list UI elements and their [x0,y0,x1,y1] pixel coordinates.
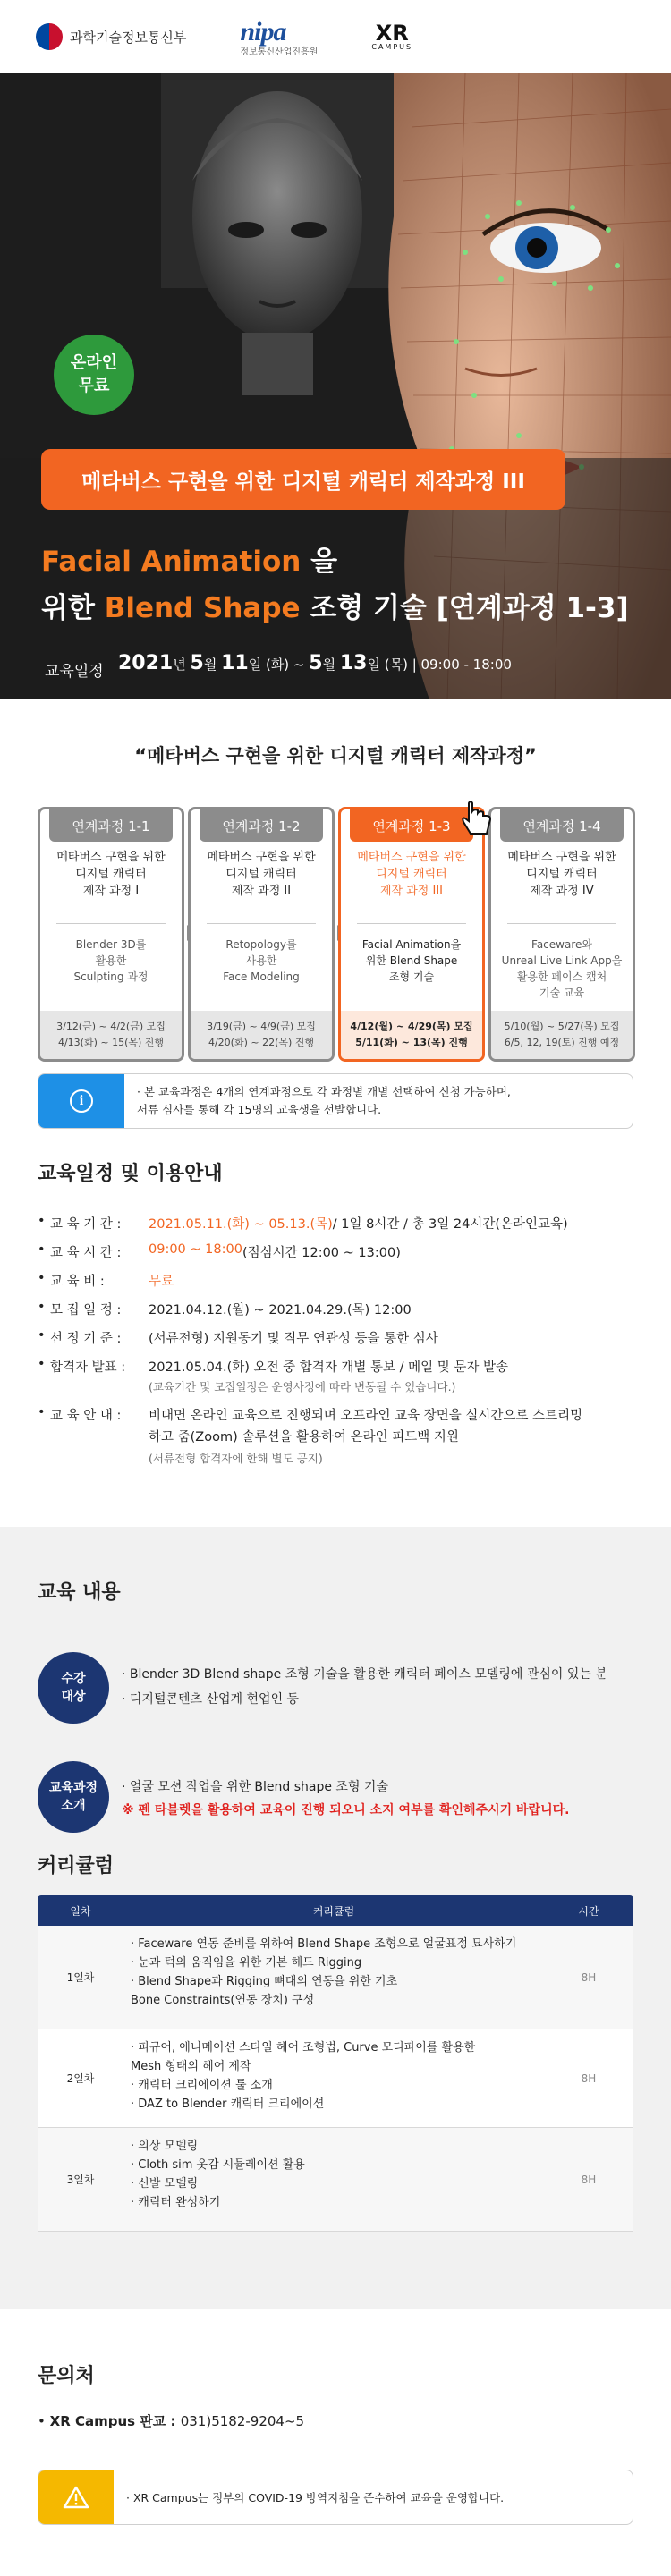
card-tag: 연계과정 1-1 [49,809,173,842]
date-month2: 5 [309,652,323,674]
card-divider [56,923,166,924]
announce-note: (교육기간 및 모집일정은 운영사정에 따라 변동될 수 있습니다.) [149,1380,456,1394]
warning-icon-box [38,2470,114,2524]
row-item: · Cloth sim 옷감 시뮬레이션 활용 [131,2158,305,2172]
info-row-guide-cont [149,1427,459,1445]
curriculum-table [38,1895,633,2232]
card-desc: Faceware와 Unreal Live Link App을 활용한 페이스 캡처 기술 교육 [501,938,623,999]
date-day2: 13 [339,652,368,674]
header-body: 커리큘럼 [312,1904,355,1918]
schedule-title: 교육일정 및 이용안내 [38,1163,223,1185]
bullet-icon: • [38,1357,46,1371]
row-item: · 눈과 턱의 움직임을 위한 기본 헤드 Rigging [131,1956,362,1970]
bullet-icon: • [38,1405,46,1419]
intro-item: · 얼굴 모션 작업을 위한 Blend shape 조형 기술 [122,1780,388,1794]
info-value: 하고 줌(Zoom) 솔루션을 활용하여 온라인 피드백 지원 [149,1430,459,1445]
xr-logo-mark: XR [375,20,409,46]
header-day: 일차 [70,1904,91,1918]
date-year: 2021 [118,652,174,674]
info-row-fee [38,1271,174,1290]
info-row-time [38,1242,401,1261]
hero-banner [0,73,671,699]
target-label-line2: 대상 [61,1690,86,1704]
row-time: 8H [581,1970,597,1984]
curriculum-rows [38,1926,633,2232]
contact-phone[interactable]: 031)5182-9204~5 [180,2413,305,2429]
target-label-circle [38,1652,109,1724]
row-item: · 피규어, 애니메이션 스타일 헤어 조형법, Curve 모디파이를 활용한 Mesh 형태의 헤어 제작 [131,2041,476,2073]
info-row-criteria [38,1328,438,1347]
course-track-section [0,699,671,1140]
hero-title-highlight2: Blend Shape [104,592,301,624]
table-row [38,2029,633,2128]
track-card-3[interactable] [338,807,485,1062]
card-tag: 연계과정 1-3 [350,809,473,842]
course-title-pill: 메타버스 구현을 위한 디지털 캐릭터 제작과정 III [41,449,565,510]
gov-logo [36,23,186,50]
card-divider [357,923,466,924]
notice-text [124,1083,511,1119]
notice-icon-box [38,1074,124,1128]
contact-label: XR Campus 판교 : [49,2413,181,2429]
row-item: · 신발 모델링 [131,2177,199,2190]
card-divider [207,923,316,924]
target-label-line1: 수강 [61,1672,86,1686]
info-label: 교 육 안 내 : [50,1409,122,1423]
track-heading: “메타버스 구현을 위한 디지털 캐릭터 제작과정” [134,745,537,767]
date-label: 교육일정 [45,663,104,681]
track-card-4[interactable] [488,807,635,1062]
row-item: · Faceware 연동 준비를 위하여 Blend Shape 조형으로 얼굴표정 묘사하기 [131,1937,517,1951]
nipa-logo [240,17,318,57]
row-body [123,2029,544,2127]
bullet-icon: • [38,2413,50,2429]
date-unit-year: 년 [173,657,191,673]
track-card-2[interactable] [188,807,335,1062]
info-value: 비대면 온라인 교육으로 진행되며 오프라인 교육 장면을 실시간으로 스트리밍 [149,1409,583,1423]
info-row-announce [38,1357,508,1376]
curriculum-title: 커리큘럼 [38,1855,115,1877]
card-date: 4/12(월) ~ 4/29(목) 모집 5/11(화) ~ 13(목) 진행 [341,1011,482,1059]
info-value: / 1일 8시간 / 총 3일 24시간(온라인교육) [332,1217,568,1232]
card-tag: 연계과정 1-2 [200,809,323,842]
intro-label-circle [38,1761,109,1833]
notice-line1: · 본 교육과정은 4개의 연계과정으로 각 과정별 개별 선택하여 신청 가능하며, [137,1085,511,1098]
notice-line2: 서류 심사를 통해 각 15명의 교육생을 선발합니다. [137,1103,382,1116]
date-unit-month1: 월 [203,657,222,673]
intro-warning: ※ 펜 타블렛을 활용하여 교육이 진행 되오니 소지 여부를 확인해주시기 바랍니다. [122,1803,570,1818]
card-desc: Facial Animation을 위한 Blend Shape 조형 기술 [361,938,462,983]
row-item: · DAZ to Blender 캐릭터 크리에이션 [131,2097,325,2111]
hero-title-pre2: 위한 [41,592,105,624]
badge-line1: 온라인 [70,353,118,372]
info-label: 교 육 시 간 : [50,1246,122,1260]
hero-title-rest1: 을 [301,546,338,578]
date-unit-month2: 월 [322,657,340,673]
intro-label-line1: 교육과정 [48,1781,98,1795]
card-title: 메타버스 구현을 위한 디지털 캐릭터 제작 과정 II [207,851,316,898]
info-value: 2021.04.12.(월) ~ 2021.04.29.(목) 12:00 [149,1303,412,1318]
intro-label-line2: 소개 [61,1799,86,1813]
hero-date [118,652,512,674]
row-item: · Blend Shape과 Rigging 뼈대의 연동을 위한 기초 Bone Constraints(연동 장치) 구성 [131,1975,398,2007]
row-day: 2일차 [66,2072,95,2085]
card-divider [507,923,616,924]
curriculum-header [38,1895,633,1926]
info-value: (서류전형) 지원동기 및 직무 연관성 등을 통한 심사 [149,1332,438,1346]
card-date: 3/19(금) ~ 4/9(금) 모집 4/20(화) ~ 22(목) 진행 [191,1011,332,1059]
contact-section [0,2309,671,2576]
row-item: · 캐릭터 크리에이션 툴 소개 [131,2079,273,2092]
date-day1: 11 [221,652,249,674]
hero-title-rest2: 조형 기술 [연계과정 1-3] [300,592,629,624]
warning-icon [63,2486,89,2509]
gov-emblem-icon [36,23,63,50]
info-value-highlight: 09:00 ~ 18:00 [149,1242,242,1257]
info-label: 모 집 일 정 : [50,1303,122,1318]
card-date: 3/12(금) ~ 4/2(금) 모집 4/13(화) ~ 15(목) 진행 [40,1011,182,1059]
card-desc: Retopology를 사용한 Face Modeling [223,938,300,983]
header-time: 시간 [578,1904,599,1918]
hero-title-line2 [41,585,629,625]
guide-note: (서류전형 합격자에 한해 별도 공지) [149,1452,323,1465]
schedule-section [0,1140,671,1527]
info-row-guide [38,1405,582,1424]
row-time: 8H [581,2173,597,2186]
track-notice-box [38,1073,633,1129]
xr-campus-logo [371,20,413,51]
info-row-period [38,1214,568,1233]
xr-logo-sub: CAMPUS [371,42,413,51]
table-row [38,1926,633,2029]
date-month1: 5 [190,652,204,674]
badge-line2: 무료 [78,377,110,395]
hero-title-line1 [41,538,337,579]
row-item: · 의상 모델링 [131,2140,199,2153]
target-item: · 디지털콘텐츠 산업계 현업인 등 [122,1692,300,1707]
content-section [0,1527,671,2309]
contact-line [38,2411,304,2430]
target-item: · Blender 3D Blend shape 조형 기술을 활용한 캐릭터 페이스 모델링에 관심이 있는 분 [122,1667,607,1682]
row-day: 1일차 [66,1971,95,1984]
info-value-highlight: 무료 [149,1275,174,1289]
info-row-recruit [38,1300,412,1318]
info-label: 교 육 비 : [50,1275,105,1289]
track-card-1[interactable] [38,807,184,1062]
card-title: 메타버스 구현을 위한 디지털 캐릭터 제작 과정 I [56,851,166,898]
online-free-badge [54,335,134,415]
card-title: 메타버스 구현을 위한 디지털 캐릭터 제작 과정 III [357,851,466,898]
nipa-logo-sub: 정보통신산업진흥원 [240,47,319,57]
covid-notice-box [38,2470,633,2525]
row-time: 8H [581,2072,597,2085]
gov-logo-text: 과학기술정보통신부 [70,29,187,46]
row-day: 3일차 [66,2174,95,2186]
hero-title-highlight1: Facial Animation [41,546,302,578]
bullet-icon: • [38,1242,46,1257]
pointer-hand-icon [460,800,496,839]
info-value-highlight: 2021.05.11.(화) ~ 05.13.(목) [149,1217,333,1232]
row-item: · 캐릭터 완성하기 [131,2196,221,2209]
info-label: 합격자 발표 : [50,1360,126,1375]
date-unit-day2: 일 (목) | 09:00 - 18:00 [367,657,512,673]
info-label: 선 정 기 준 : [50,1332,122,1346]
info-label: 교 육 기 간 : [50,1217,122,1232]
row-body [123,1926,544,2029]
bullet-icon: • [38,1328,46,1343]
info-value: 2021.05.04.(화) 오전 중 합격자 개별 통보 / 메일 및 문자 발송 [149,1360,509,1375]
contact-title: 문의처 [38,2365,95,2387]
card-title: 메타버스 구현을 위한 디지털 캐릭터 제작 과정 IV [507,851,616,898]
card-date: 5/10(월) ~ 5/27(목) 모집 6/5, 12, 19(토) 진행 예정 [491,1011,633,1059]
bullet-icon: • [38,1300,46,1314]
bullet-icon: • [38,1271,46,1285]
date-unit-day1: 일 (화) ~ [248,657,310,673]
table-row [38,2128,633,2232]
row-body [123,2128,544,2231]
card-desc: Blender 3D를 활용한 Sculpting 과정 [73,938,149,983]
logo-bar [0,0,671,73]
nipa-logo-mark: nipa [240,16,286,47]
covid-notice-text: · XR Campus는 정부의 COVID-19 방역지침을 준수하여 교육을 운영합니다. [126,2491,505,2504]
bullet-icon: • [38,1214,46,1228]
info-icon: i [70,1089,93,1113]
info-value: (점심시간 12:00 ~ 13:00) [242,1246,401,1260]
card-tag: 연계과정 1-4 [500,809,624,842]
content-title: 교육 내용 [38,1581,121,1604]
